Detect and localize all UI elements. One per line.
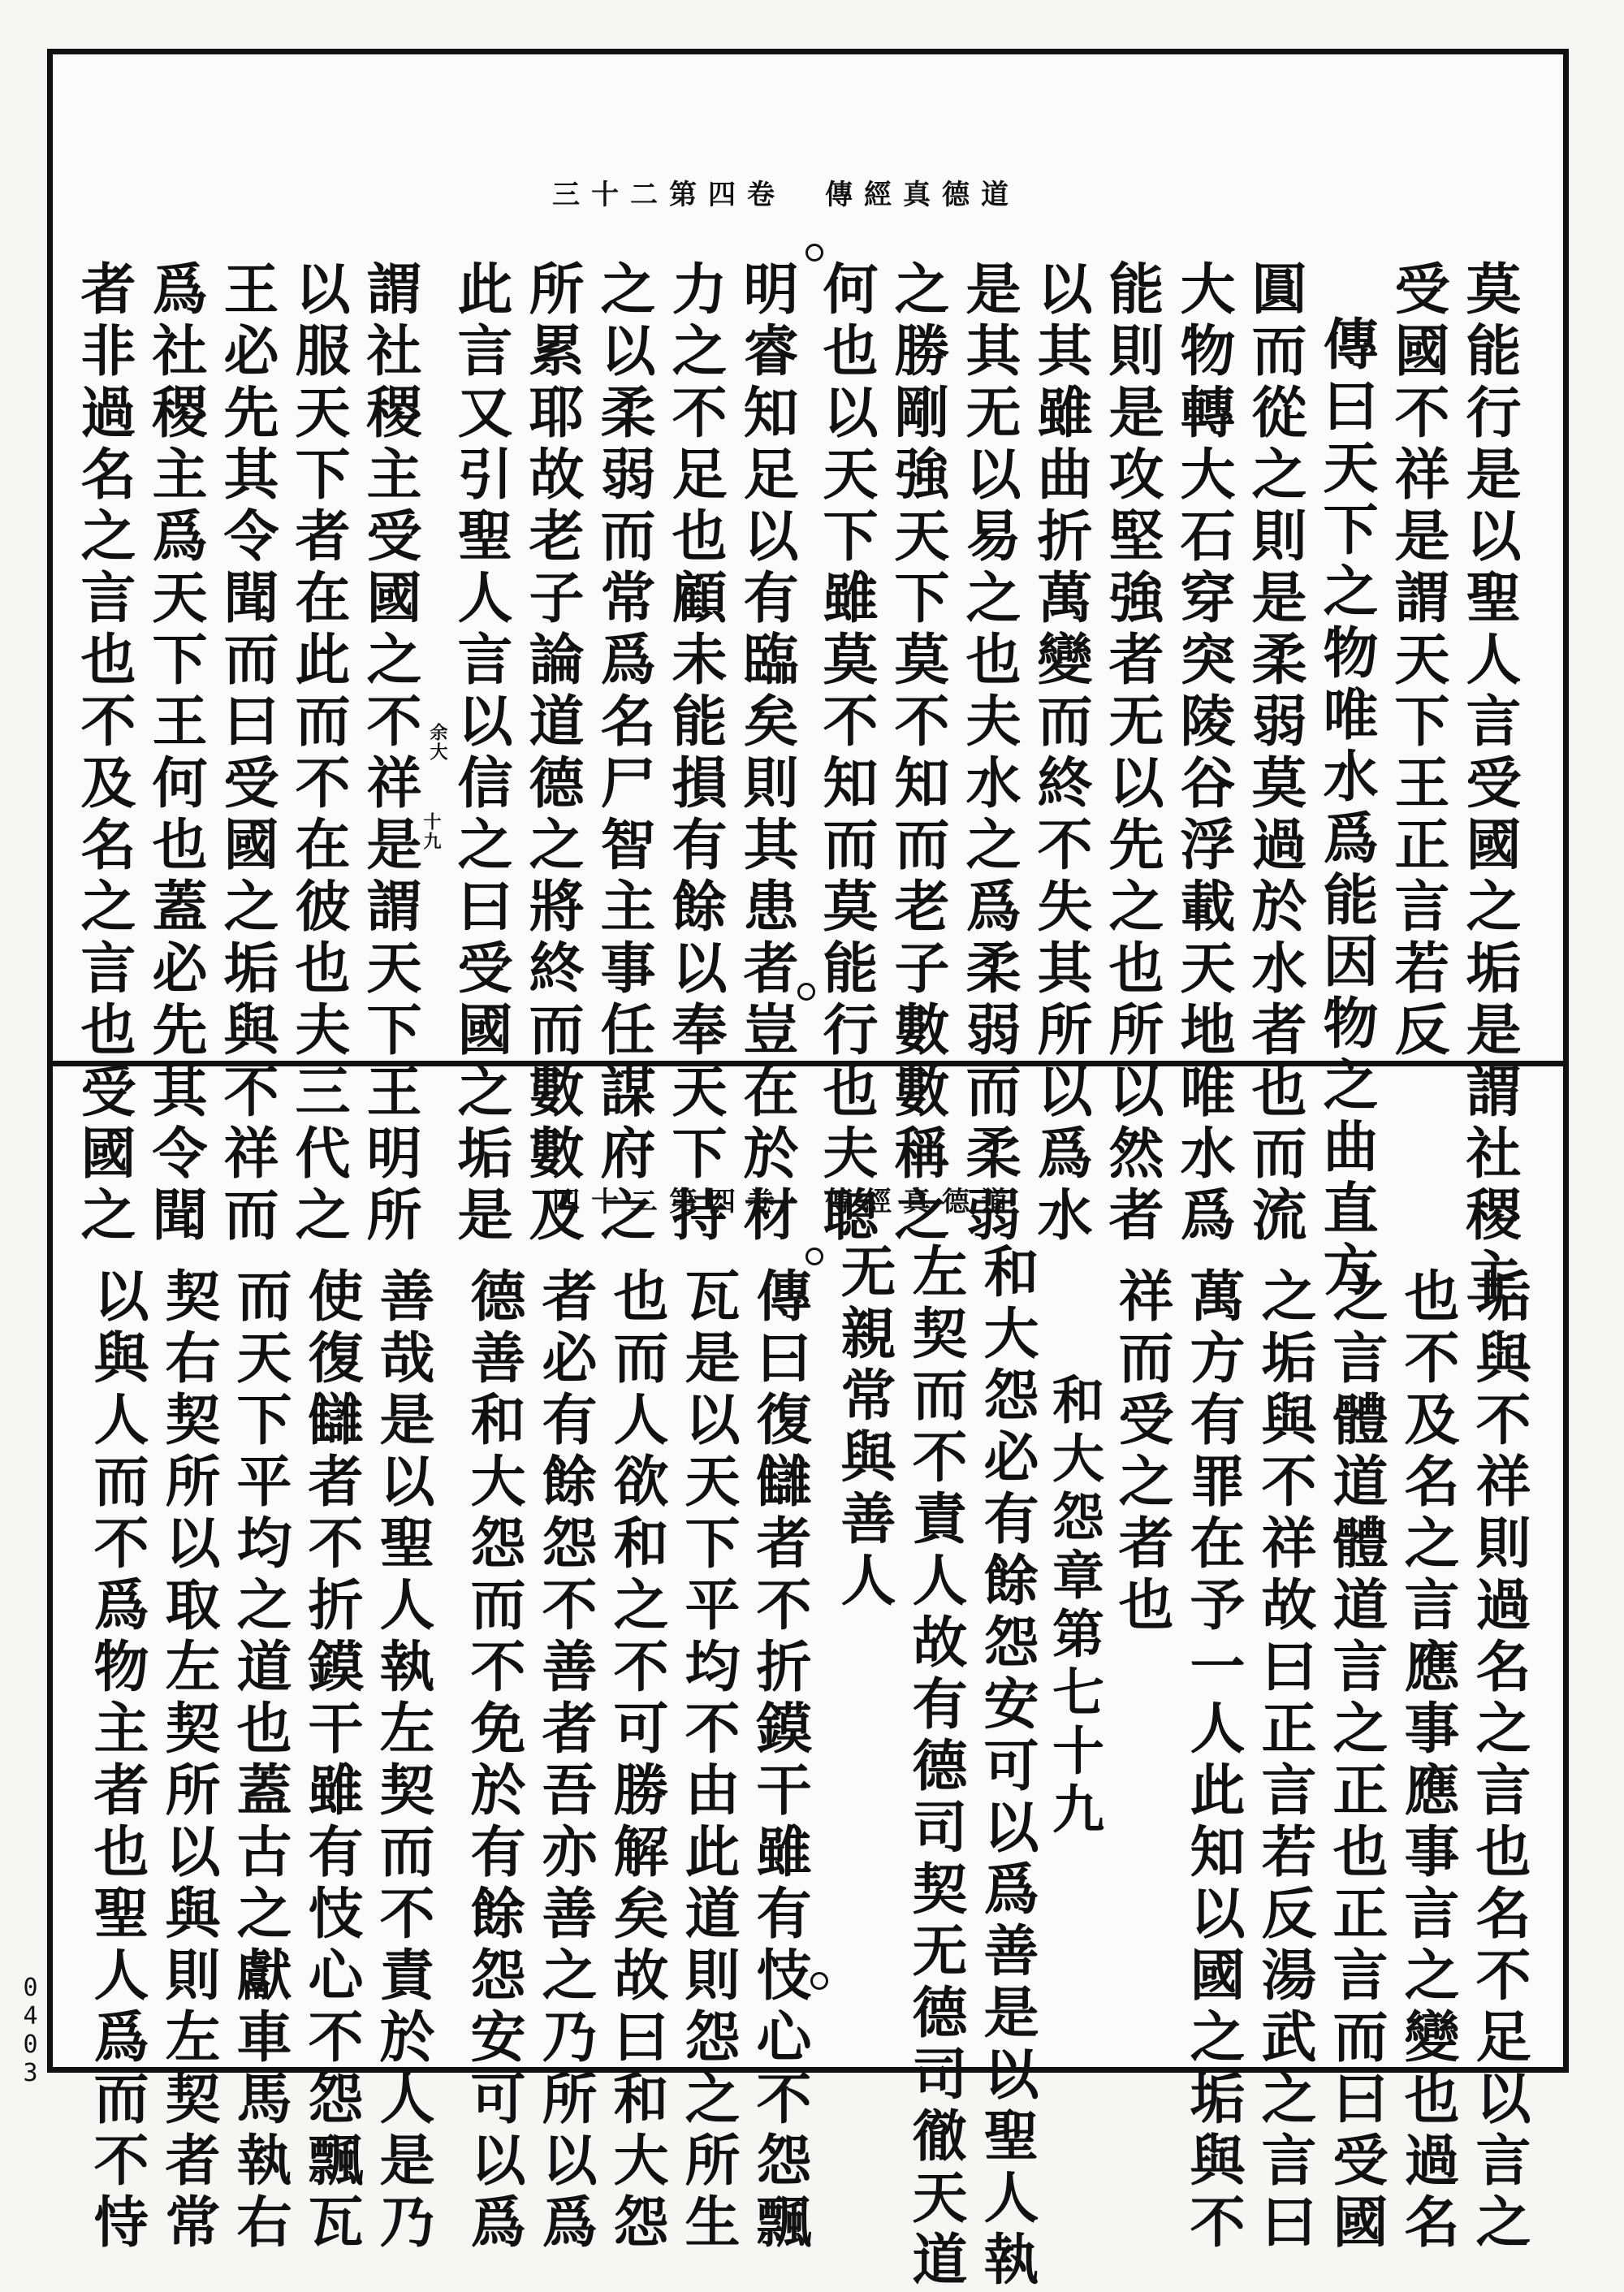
top-line-10: 何也以天下雖莫不知而莫能行也夫聰 (814, 260, 879, 1248)
bottom-line-8: 和大怨必有餘怨安可以爲善是以聖人執 (974, 1243, 1039, 2292)
paragraph-circle-mark (797, 983, 815, 1001)
top-line-20: 者非過名之言也不及名之言也受國之 (71, 260, 136, 1248)
top-line-16: 謂社稷主受國之不祥是謂天下王明所 (357, 260, 422, 1248)
top-line-3: 傳曰天下之物唯水爲能因物之曲直方 (1314, 315, 1379, 1303)
paragraph-circle-mark (806, 244, 823, 262)
bottom-line-6: 祥而受之者也 (1109, 1267, 1174, 1637)
bottom-line-19: 契右契所以取左契所以與則左契者常 (156, 1267, 221, 2255)
top-line-14: 所累耶故老子論道德之將終而數數及 (520, 260, 585, 1248)
page-number: 0403 (16, 1974, 45, 2087)
bottom-line-17: 使復讎者不折鏌干雖有忮心不怨飄瓦 (299, 1267, 364, 2255)
bottom-line-2: 也不及名之言應事應事言之變也過名 (1395, 1267, 1460, 2255)
paragraph-circle-mark (810, 1972, 828, 1990)
top-line-5: 大物轉大石穿突陵谷浮載天地唯水爲 (1171, 260, 1236, 1248)
top-line-7: 以其雖曲折萬變而終不失其所以爲水 (1028, 260, 1093, 1248)
top-line-6: 能則是攻堅強者无以先之也所以然者 (1099, 260, 1164, 1248)
top-line-18: 王必先其令聞而曰受國之垢與不祥而 (214, 260, 279, 1248)
top-small-note-2: 余大 (427, 723, 448, 762)
top-line-4: 圓而從之則是柔弱莫過於水者也而流 (1242, 260, 1307, 1248)
top-line-11: 明睿知足以有臨矣則其患者豈在於材 (734, 260, 799, 1248)
top-line-9: 之勝剛強天下莫不知而老子數數稱之 (885, 260, 950, 1248)
bottom-line-4: 之垢與不祥故曰正言若反湯武之言曰 (1252, 1267, 1317, 2255)
bottom-line-5: 萬方有罪在予一人此知以國之垢與不 (1181, 1267, 1246, 2255)
top-line-8: 是其无以易之也夫水之爲柔弱而柔弱 (957, 260, 1021, 1248)
bottom-line-18: 而天下平均之道也蓋古之獻車馬執右 (227, 1267, 292, 2255)
bottom-line-12: 瓦是以天下平均不由此道則怨之所生 (676, 1267, 741, 2255)
bottom-line-14: 者必有餘怨不善者吾亦善之乃所以爲 (533, 1267, 598, 2255)
top-small-note-1: 十九 (421, 812, 442, 851)
top-line-15: 此言又引聖人言以信之曰受國之垢是 (448, 260, 513, 1248)
bottom-line-16: 善哉是以聖人執左契而不責於人是乃 (370, 1267, 435, 2255)
paragraph-circle-mark (806, 1248, 823, 1265)
top-line-17: 以服天下者在此而不在彼也夫三代之 (286, 260, 351, 1248)
top-line-12: 力之不足也顧未能損有餘以奉天下持 (663, 260, 728, 1248)
top-line-1: 莫能行是以聖人言受國之垢是謂社稷主 (1457, 260, 1522, 1309)
bottom-line-1: 垢與不祥則過名之言也名不足以言之 (1466, 1267, 1531, 2255)
bottom-line-3: 之言體道體道言之正也正言而曰受國 (1324, 1267, 1389, 2255)
top-line-2: 受國不祥是謂天下王正言若反 (1385, 260, 1450, 1062)
bottom-line-20: 以與人而不爲物主者也聖人爲而不恃 (84, 1267, 149, 2255)
chapter-title: 和大怨章第七十九 (1043, 1373, 1104, 1840)
bottom-line-9: 左契而不責人故有德司契无德司徹天道 (903, 1243, 968, 2292)
top-line-19: 爲社稷主爲天下王何也蓋必先其令聞 (143, 260, 208, 1248)
top-line-13: 之以柔弱而常爲名尸智主事任謀府之 (591, 260, 656, 1248)
top-running-header: 三十二第四卷 傳經真德道 (552, 179, 1020, 211)
bottom-line-15: 德善和大怨而不免於有餘怨安可以爲 (461, 1267, 526, 2255)
bottom-line-11: 傳曰復讎者不折鏌干雖有忮心不怨飄 (747, 1267, 812, 2255)
bottom-running-header: 四十二第四卷 傳經真德道 (552, 1186, 1020, 1218)
bottom-line-10: 无親常與善人 (831, 1243, 896, 1613)
bottom-line-13: 也而人欲和之不可勝解矣故曰和大怨 (604, 1267, 669, 2255)
